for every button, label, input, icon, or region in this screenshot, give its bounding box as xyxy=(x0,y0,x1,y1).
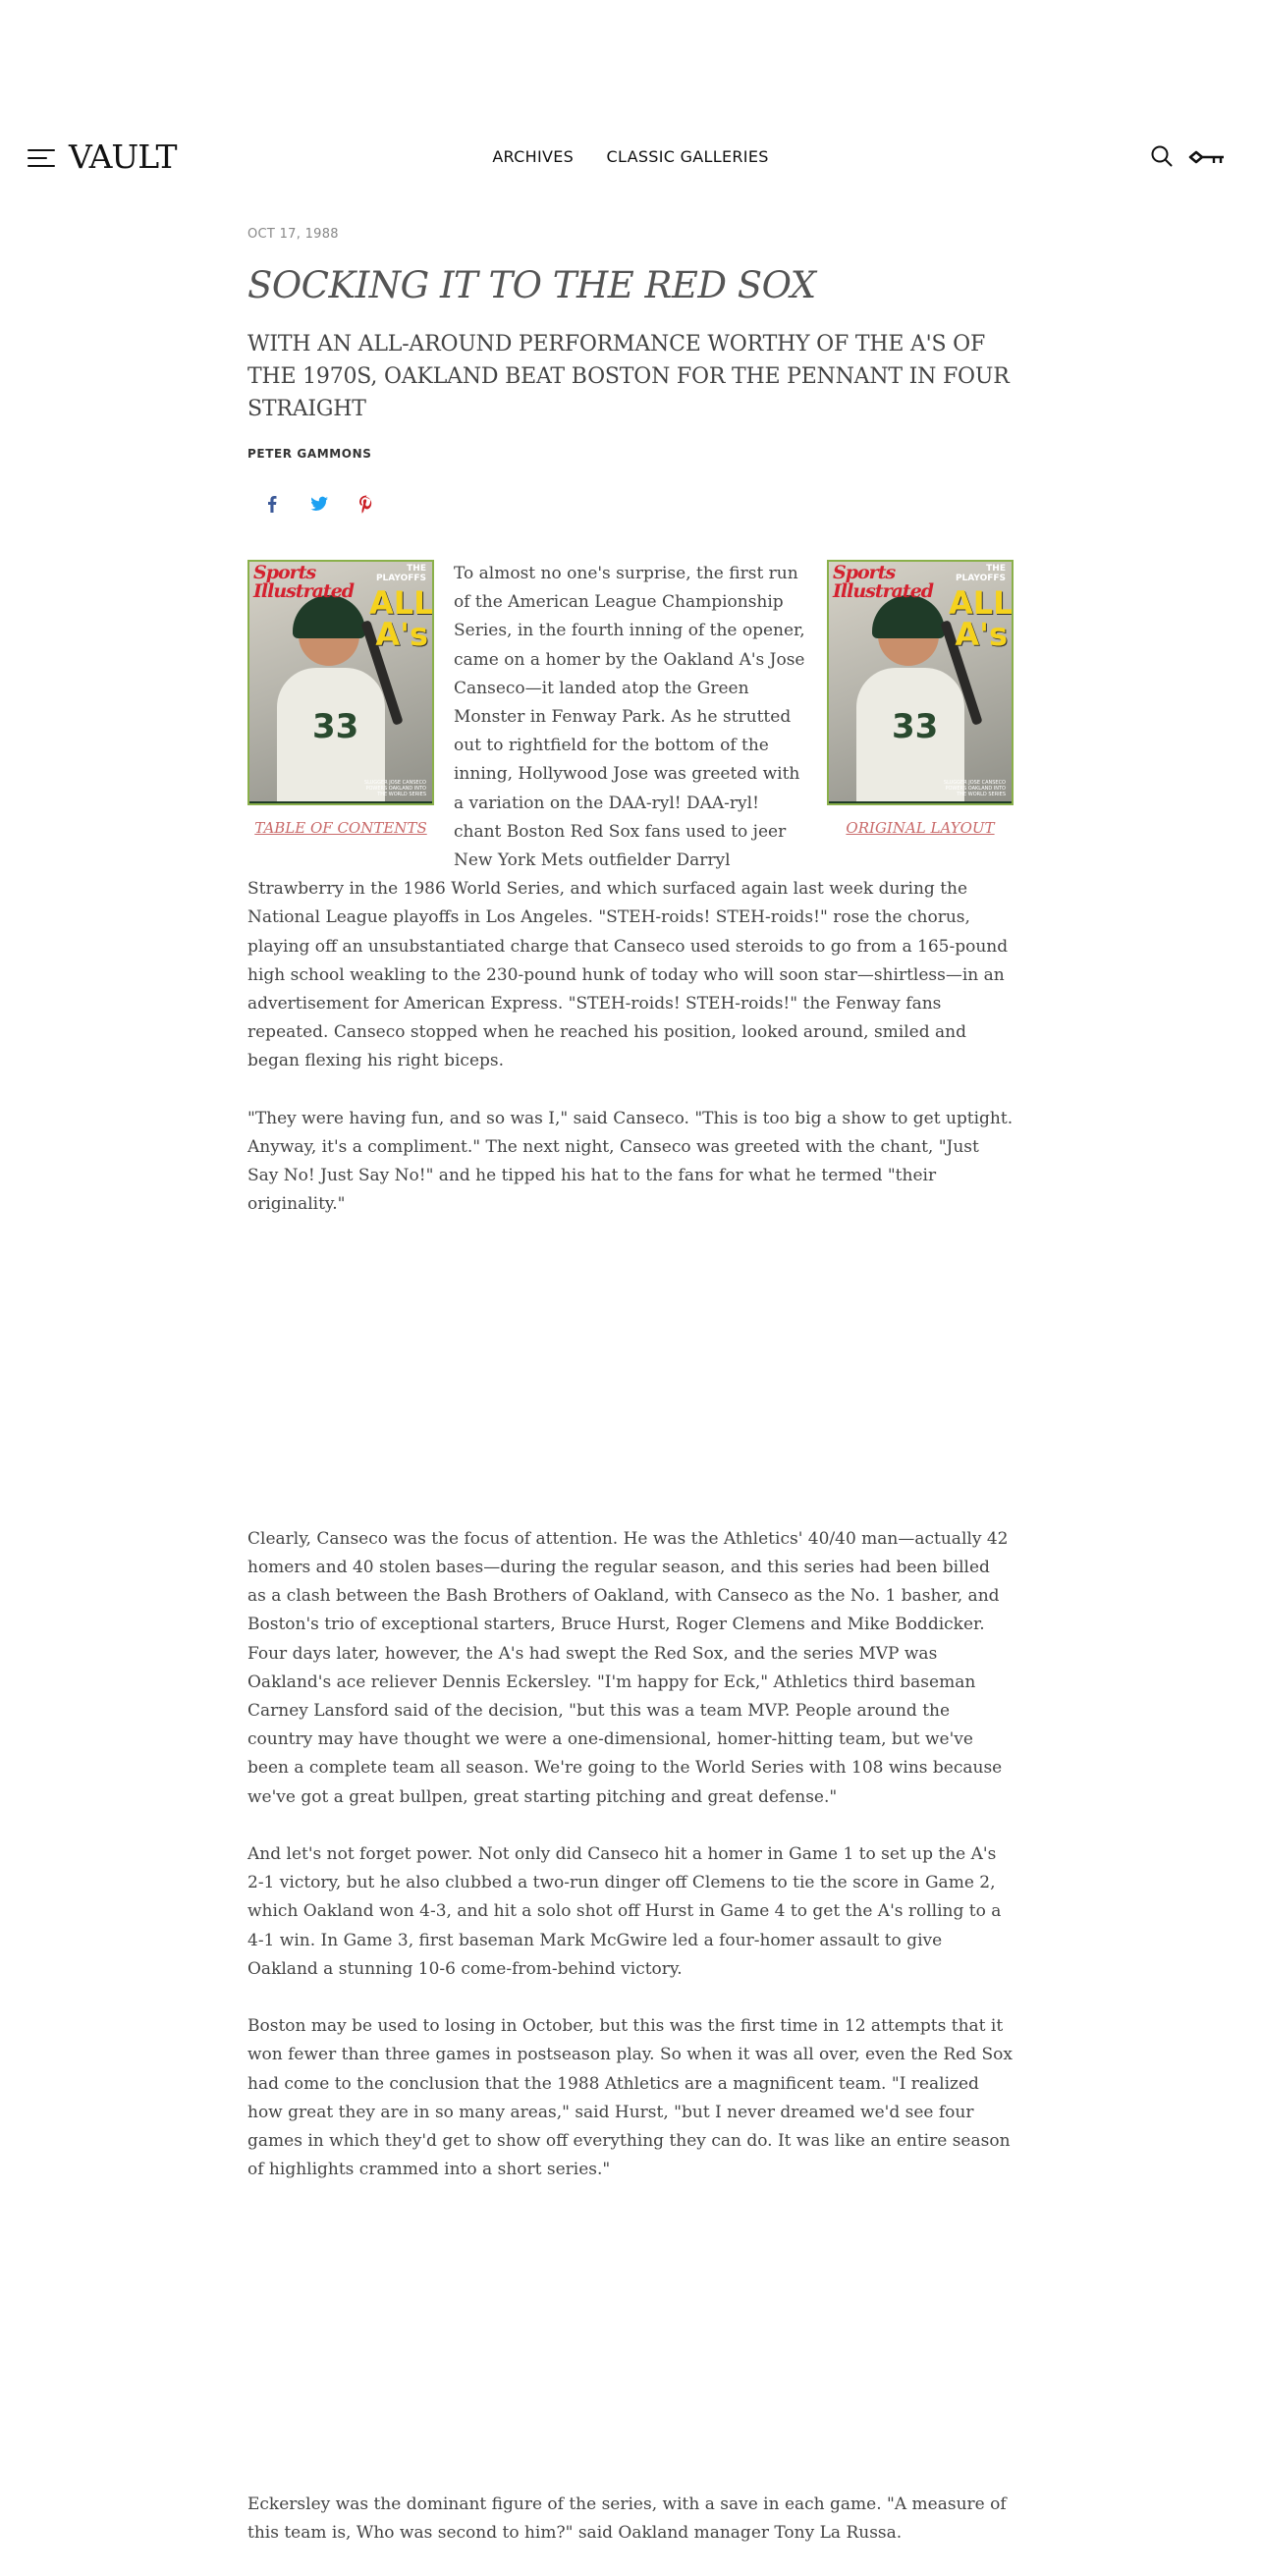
paragraph: Clearly, Canseco was the focus of attention. He was the Athletics' 40/40 man—actually 42 homers and 40 stolen bases—during the regular season, and this series had been billed as a clash between the Bash Brothers of Oakland, with Canseco as the No. 1 basher, and Boston's trio of exceptional starters, Bruce Hurst, Roger Clemens and Mike Boddicker. Four days later, however, the A's had swept the Red Sox, and the series MVP was Oakland's ace reliever Dennis Eckersley. "I'm happy for Eck," Athletics third baseman Carney Lansford said of the decision, "but this was a team MVP. People around the country may have thought we were a one-dimensional, homer-hitting team, but we've been a complete team all season. We're going to the World Series with 108 wins because we've got a great bullpen, great starting pitching and great defense." xyxy=(247,1528,1009,1807)
original-layout-link[interactable]: ORIGINAL LAYOUT xyxy=(846,819,995,837)
cover-kicker: THE PLAYOFFS xyxy=(955,564,1006,583)
article-title: SOCKING IT TO THE RED SOX xyxy=(247,264,816,306)
table-of-contents-link[interactable]: TABLE OF CONTENTS xyxy=(254,819,427,837)
cover-blurb: SLUGGER JOSE CANSECO POWERS OAKLAND INTO THE WORLD SERIES xyxy=(943,780,1006,797)
search-icon[interactable] xyxy=(1151,145,1173,167)
facebook-icon[interactable] xyxy=(259,491,285,517)
article-author[interactable]: PETER GAMMONS xyxy=(247,447,372,461)
nav-archives[interactable]: ARCHIVES xyxy=(492,147,575,166)
article xyxy=(247,226,1014,2543)
site-header xyxy=(0,128,1261,189)
cover-headline: ALL A's xyxy=(949,584,1014,653)
paragraph: To almost no one's surprise, the first run of the American League Championship Series, in the fourth inning of the opener, came on a homer by the Oakland A's Jose Canseco—it landed atop the Green Monster in Fenway Park. As he strutted out to rightfield for the bottom of the inning, Hollywood Jose was greeted with a variation on the DAA-ryl! DAA-ryl! chant Boston Red Sox fans used to jeer New York Mets outfielder Darryl Strawberry in the 1986 World Series, and which surfaced again last week during the National League playoffs in Los Angeles. "STEH-roids! STEH-roids!" rose the chorus, playing off an unsubstantiated charge that Canseco used steroids to go from a 165-pound high school weakling to the 230-pound hunk of today who will soon star—shirtless—in an advertisement for American Express. "STEH-roids! STEH-roids!" the Fenway fans repeated. Canseco stopped when he reached his position, looked around, smiled and began flexing his right biceps. xyxy=(247,564,1009,1071)
float-spacer-left xyxy=(247,560,454,866)
float-spacer-right xyxy=(807,560,1014,866)
twitter-icon[interactable] xyxy=(306,491,332,517)
cover-kicker: THE PLAYOFFS xyxy=(375,564,426,583)
ad-space xyxy=(247,1248,1014,1525)
paragraph: Boston may be used to losing in October, but this was the first time in 12 attempts that it won fewer than three games in postseason play. So when it was all over, even the Red Sox had come to the conclusion that the 1988 Athletics are a magnificent team. "I realized how great they are in so many areas," said Hurst, "but I never dreamed we'd see four games in which they'd get to show off everything they can do. It was like an entire season of highlights crammed into a short series." xyxy=(247,2016,1013,2180)
main-nav xyxy=(0,147,1261,166)
article-date: OCT 17, 1988 xyxy=(247,227,339,242)
nav-classic-galleries[interactable]: CLASSIC GALLERIES xyxy=(606,147,769,166)
cover-masthead: Sports Illustrated xyxy=(833,562,934,602)
article-body xyxy=(247,560,1014,2576)
cover-jersey-number: 33 xyxy=(312,707,359,746)
cover-headline: ALL A's xyxy=(369,584,434,653)
cover-jersey-number: 33 xyxy=(892,707,939,746)
cover-masthead: Sports Illustrated xyxy=(253,562,355,602)
article-dek: WITH AN ALL-AROUND PERFORMANCE WORTHY OF THE A'S OF THE 1970S, OAKLAND BEAT BOSTON FOR THE PENNANT IN FOUR STRAIGHT xyxy=(247,332,1010,421)
paragraph: "They were having fun, and so was I," said Canseco. "This is too big a show to get uptight. Anyway, it's a compliment." The next night, Canseco was greeted with the chant, "Just Say No! Just Say No!" and he tipped his hat to the fans for what he termed "their originality." xyxy=(247,1108,1014,1215)
ad-space xyxy=(247,2214,1014,2491)
site-logo[interactable]: VAULT xyxy=(69,137,177,176)
paragraph: And let's not forget power. Not only did Canseco hit a homer in Game 1 to set up the A's 2-1 victory, but he also clubbed a two-run dinger off Clemens to tie the score in Game 2, which Oakland won 4-3, and hit a solo shot off Hurst in Game 4 to get the A's rolling to a 4-1 win. In Game 3, first baseman Mark McGwire led a four-homer assault to give Oakland a stunning 10-6 come-from-behind victory. xyxy=(247,1844,1002,1979)
key-icon[interactable] xyxy=(1188,147,1228,171)
paragraph: Eckersley was the dominant figure of the series, with a save in each game. "A measure of this team is, Who was second to him?" said Oakland manager Tony La Russa. xyxy=(247,2494,1007,2543)
cover-blurb: SLUGGER JOSE CANSECO POWERS OAKLAND INTO THE WORLD SERIES xyxy=(363,780,426,797)
pinterest-icon[interactable] xyxy=(354,491,379,517)
